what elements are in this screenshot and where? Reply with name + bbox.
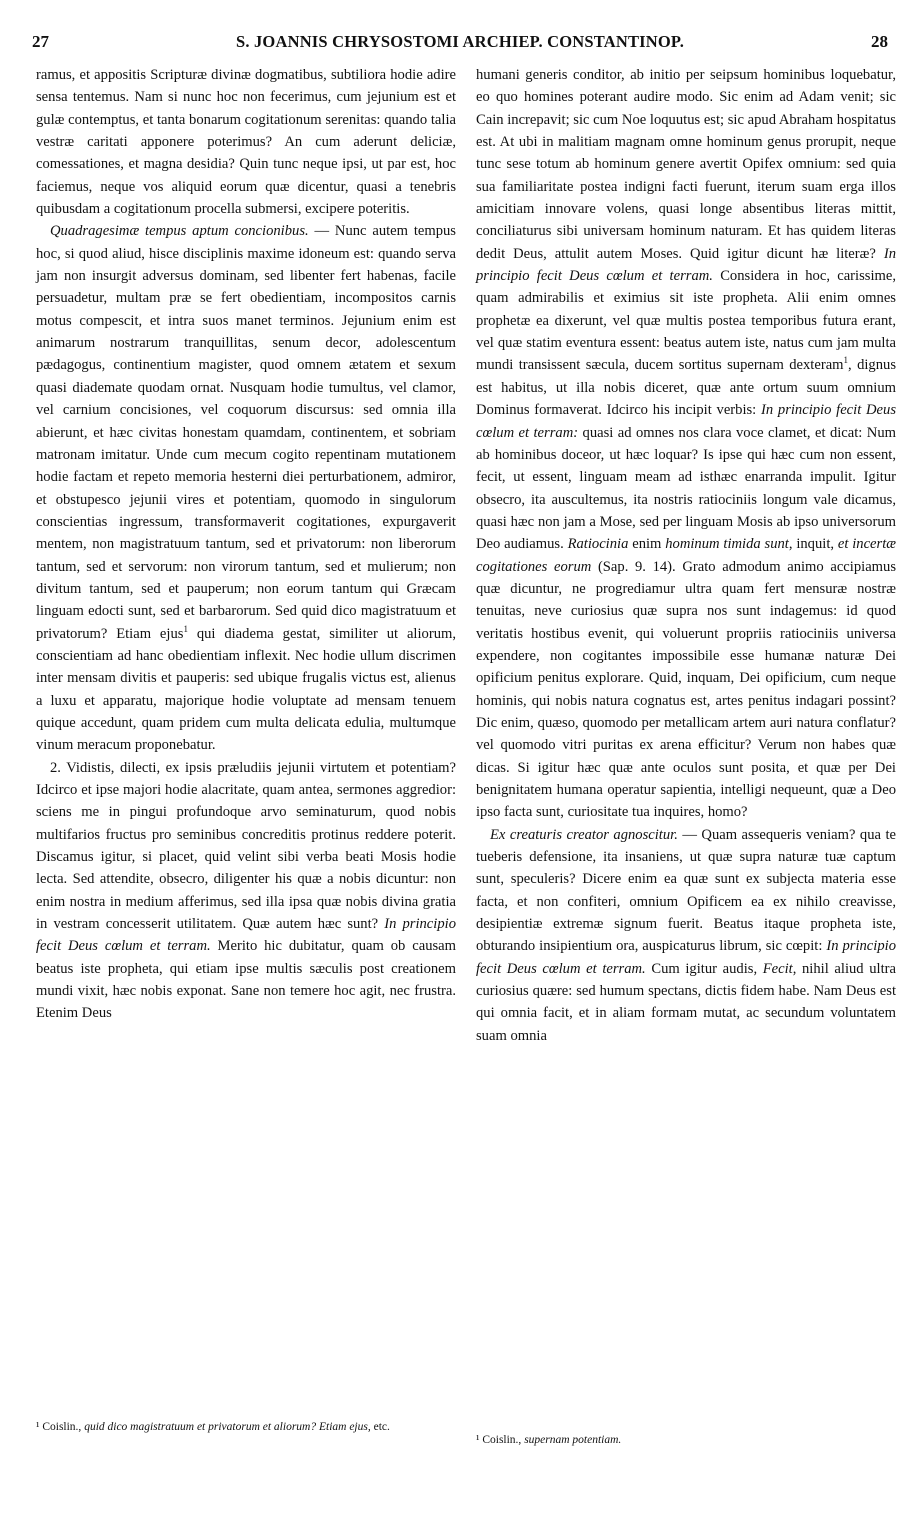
- page-number-left: 27: [32, 32, 49, 51]
- running-title: S. JOANNIS CHRYSOSTOMI ARCHIEP. CONSTANTINOP.: [235, 32, 685, 51]
- right-column: [476, 64, 896, 1047]
- scripture-quote: Ratiocinia: [567, 536, 629, 553]
- page-number-right: 28: [871, 32, 888, 51]
- footnote-end: etc.: [370, 1421, 390, 1433]
- footnote-ref: 1: [843, 355, 849, 366]
- paragraph: [36, 220, 456, 756]
- scripture-quote: hominum timida sunt: [665, 536, 789, 553]
- paragraph-text: , inquit,: [788, 536, 838, 553]
- left-column: [36, 64, 456, 1025]
- paragraph-text: , nihil aliud ultra curiosius quære: sed humum spectans, dictis fidem habe. Nam Deus est qui omnia facit, et in aliam formam mutat, ac secundum voluntatem suam omnia: [476, 960, 896, 1044]
- running-header: [32, 32, 888, 56]
- section-heading: Ex creaturis creator agnoscitur.: [490, 826, 678, 843]
- paragraph-text: , dignus est habitus, ut illa nobis diceret, quæ ante ortum suum omnium Dominus formaverat. Idcirco his incipit verbis:: [476, 357, 896, 419]
- footnote-text: supernam potentiam.: [524, 1434, 622, 1446]
- scripture-quote: In principio fecit Deus cœlum et terram.: [476, 245, 896, 285]
- paragraph: [36, 757, 456, 1025]
- paragraph-text: — Nunc autem tempus hoc, si quod aliud, hisce disciplinis maxime idoneum est: quando serva jam non insurgit adversus dominam, sed libenter fert habenas, facile persuadetur, multam præ se fert obedientiam, incompositos carnis motus compescit, et intra suos manet terminos. Jejunium enim est animarum nostrarum tranquillitas, senum decor, adolescentum pædagogus, continentium magister, quod omnem ætatem et sexum quasi diademate quodam ornat. Nusquam hodie tumultus, vel clamor, vel carnium concisiones, vel coquorum discursus: sed omnia illa abierunt, et hæc civitas honestam quamdam, continentem, et sobriam matronam imitatur. Unde cum mecum cogito repentinam mutationem hodie factam et repeto memoria hesterni diei perturbationem, admiror, et obstupesco jejunii vires et potentiam, quomodo in singulorum conscientias ingressum, transformaverit cogitationes, expurgaverit mentem, non magistratuum tantum, sed et privatorum: non liberorum tantum, sed et servorum: non virorum tantum, sed et mulierum; non divitum tantum, sed et pauperum; non eorum tantum qui Græcam linguam edocti sunt, sed et barbarorum. Sed quid dico magistratuum et privatorum? Etiam ejus: [36, 223, 456, 642]
- footnote-right: [476, 1433, 896, 1448]
- paragraph-text: Cum igitur audis,: [645, 960, 763, 977]
- scripture-quote: In principio fecit Deus cœlum et terram.: [36, 916, 456, 955]
- section-heading: Quadragesimæ tempus aptum concionibus.: [50, 223, 309, 240]
- paragraph: [476, 64, 896, 824]
- scripture-reference: (Sap. 9. 14).: [597, 558, 676, 575]
- paragraph-text: Considera in hoc, carissime, quam admirabilis et eximius sit iste propheta. Alii enim omnes prophetæ ea dixerunt, vel quæ multis postea temporibus futura erant, vel quæ statim eventura essent: beatus autem iste, natus cum jam multa mundi transissent sæcula, ducem sortitus supernam dexteram: [476, 268, 896, 374]
- scripture-quote: Fecit: [762, 960, 793, 977]
- footnote-source: Coislin.,: [479, 1434, 525, 1446]
- paragraph-text: Grato admodum animo accipiamus quæ dicuntur, ne progrediamur ultra quam fert mensuræ nostræ tenuitas, neve curiosius quæ supra nos sunt indagemus: id quod veritatis hostibus evenit, qui voluerunt propriis ratiociniis universa expendere, non cogitantes impossibile esse humanæ naturæ Dei opificium penitus explorare. Quid, inquam, Dei opificium, cum neque hominis, qui nobis natura cognatus est, artes penitus indagari possint? Dic enim, quæso, quomodo per metallicam artem auri natura conflatur? vel quomodo vitri puritas ex arena efficitur? Verum non habes quæ dicas. Si igitur hæc quæ ante oculos sunt posita, et quæ per Dei benignitatem humana operatur sapientia, intelligi nequeunt, quæ a Deo ipso facta sunt, curiositate tua inquires, homo?: [476, 558, 896, 821]
- paragraph-text: quasi ad omnes nos clara voce clamet, et dicat: Num ab hominibus doceor, ut hæc loquar? Is ipse qui hæc cum non essent, fecit, ut essent, linguam meam ad isthæc enarranda impulit. Igitur obsecro, ita auscultemus, ita nostris ratiociniis longum vale dicamus, quasi hæc non jam a Mose, sed per linguam Mosis ab ipso universorum Deo audiamus.: [476, 424, 896, 553]
- paragraph-text: qui diadema gestat, similiter ut aliorum, conscientiam ad hanc obedientiam inflexit. Nec hodie ullum discrimen inter mensam divitis et pauperis: sed ubique frugalis victus est, alienus a luxu et apparatu, majorique hodie voluptate ad mensam tenuem quique accedunt, quam pridem cum multa delicata edulia, multumque vinum meracum proponebatur.: [36, 625, 456, 754]
- paragraph-text: humani generis conditor, ab initio per seipsum hominibus loquebatur, eo quo homines poterant audire modo. Sic enim ad Adam venit; sic Cain increpavit; sic cum Noe loquutus est; sic apud Abraham hospitatus est. At ubi in malitiam magnam omne hominum genus prorupit, neque tunc sese totum ab hominum genere avertit Opifex omnium: sed quia sua familiaritate postea indigni facti fuerunt, iterum suam erga illos amicitiam innovare volens, quasi longe absentibus literas mittit, conciliaturus sibi universam hominum naturam. Et has quidem literas dedit Deus, attulit autem Moses. Quid igitur dicunt hæ literæ?: [476, 67, 896, 262]
- paragraph: [476, 824, 896, 1047]
- footnote-source: Coislin.,: [39, 1421, 85, 1433]
- scripture-quote: et incertæ cogitationes eorum: [476, 536, 896, 575]
- paragraph-text: Merito hic dubitatur, quam ob causam beatus iste propheta, qui etiam ipse multis sæculis post creationem mundi vixit, hæc nobis exponat. Sane non temere hoc agit, nec frustra. Etenim Deus: [36, 938, 456, 1022]
- paragraph-text: ramus, et appositis Scripturæ divinæ dogmatibus, subtiliora hodie adire sensa tentemus. Nam si nunc hoc non fecerimus, cum jejunium est et gulæ contemptus, et tanta bonarum cogitationum serenitas: quando talia vestræ caritati apponere poterimus? An cum aderunt deliciæ, comessationes, et magna desidia? Quin tunc neque ipsi, ut par est, hoc faciemus, neque vos aliquid eorum quæ dicentur, quasi a tenebris quibusdam a cogitationum procella submersi, excipere poteritis.: [36, 67, 456, 218]
- scripture-quote: In principio fecit Deus cœlum et terram:: [476, 402, 896, 441]
- paragraph-text: enim: [628, 536, 666, 553]
- paragraph: [36, 64, 456, 220]
- footnote-ref: 1: [183, 623, 188, 634]
- scripture-quote: In principio fecit Deus cœlum et terram.: [476, 938, 896, 977]
- footnote-text: quid dico magistratuum et privatorum et aliorum? Etiam ejus,: [84, 1421, 371, 1433]
- footnote-mark: ¹: [36, 1421, 40, 1433]
- paragraph-text: 2. Vidistis, dilecti, ex ipsis præludiis jejunii virtutem et potentiam? Idcirco et ipse majori hodie alacritate, quam antea, sermones aggredior: sciens me in pingui profundoque arvo seminaturum, quod nobis multifarios fructus pro seminibus concreditis protinus reddere poterit. Discamus igitur, si placet, quid velint sibi verba beati Mosis hodie lecta. Sed attendite, obsecro, diligenter his quæ a nobis dicuntur: non enim nostra in medium afferimus, sed illa ipsa quæ nobis divina gratia in vestram concesserit utilitatem. Quæ autem hæc sunt?: [36, 759, 456, 933]
- paragraph-text: — Quam assequeris veniam? qua te tueberis defensione, ita insaniens, ut quæ supra naturæ tuæ captum sunt, speculeris? Dicere enim ea quæ sunt ex subjecta materia esse facta, et non confiteri, omnium Opificem ea ex nihilo creavisse, desipientiæ extremæ signum fuerit. Beatus itaque propheta iste, obturando insipientium ora, auspicaturus librum, sic cœpit:: [476, 826, 896, 955]
- footnote-left: [36, 1420, 456, 1435]
- footnote-mark: ¹: [476, 1434, 480, 1446]
